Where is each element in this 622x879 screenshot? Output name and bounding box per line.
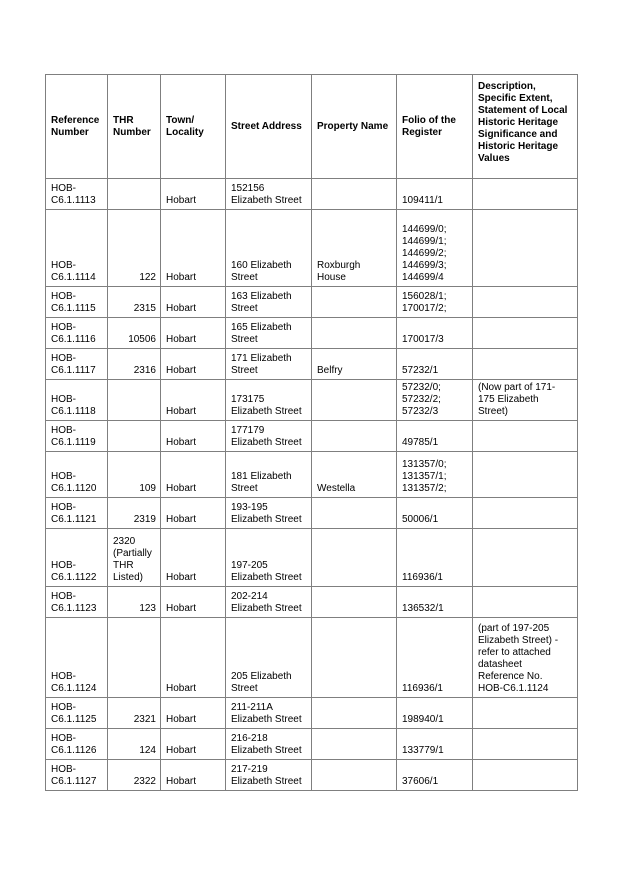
cell-description	[473, 760, 578, 791]
cell-reference: HOB- C6.1.1113	[46, 179, 108, 210]
cell-folio: 57232/0; 57232/2; 57232/3	[397, 380, 473, 421]
cell-property-name	[312, 179, 397, 210]
cell-thr-number: 2319	[108, 498, 161, 529]
heritage-register-table	[45, 74, 578, 791]
cell-town: Hobart	[161, 318, 226, 349]
cell-reference: HOB- C6.1.1118	[46, 380, 108, 421]
cell-thr-number: 109	[108, 452, 161, 498]
cell-reference: HOB- C6.1.1127	[46, 760, 108, 791]
cell-folio: 170017/3	[397, 318, 473, 349]
cell-folio: 116936/1	[397, 618, 473, 698]
cell-description: (Now part of 171- 175 Elizabeth Street)	[473, 380, 578, 421]
cell-folio: 198940/1	[397, 698, 473, 729]
cell-reference: HOB- C6.1.1120	[46, 452, 108, 498]
cell-description: (part of 197-205 Elizabeth Street) - refer to attached datasheet Reference No. HOB-C6.1.1124	[473, 618, 578, 698]
cell-description	[473, 498, 578, 529]
cell-reference: HOB- C6.1.1122	[46, 529, 108, 587]
cell-town: Hobart	[161, 498, 226, 529]
cell-thr-number	[108, 421, 161, 452]
cell-reference: HOB- C6.1.1114	[46, 210, 108, 287]
header-reference-number: Reference Number	[46, 75, 108, 179]
cell-town: Hobart	[161, 452, 226, 498]
cell-description	[473, 587, 578, 618]
table-row	[46, 452, 578, 498]
table-row	[46, 318, 578, 349]
cell-thr-number: 2322	[108, 760, 161, 791]
cell-thr-number: 2315	[108, 287, 161, 318]
table-row	[46, 729, 578, 760]
cell-town: Hobart	[161, 179, 226, 210]
cell-street-address: 197-205 Elizabeth Street	[226, 529, 312, 587]
cell-property-name	[312, 498, 397, 529]
cell-thr-number: 2316	[108, 349, 161, 380]
cell-property-name	[312, 587, 397, 618]
table-row	[46, 587, 578, 618]
cell-description	[473, 452, 578, 498]
cell-thr-number: 124	[108, 729, 161, 760]
cell-thr-number: 2320 (Partially THR Listed)	[108, 529, 161, 587]
cell-street-address: 205 Elizabeth Street	[226, 618, 312, 698]
cell-thr-number: 122	[108, 210, 161, 287]
cell-reference: HOB- C6.1.1121	[46, 498, 108, 529]
cell-description	[473, 729, 578, 760]
cell-folio: 49785/1	[397, 421, 473, 452]
cell-street-address: 173175 Elizabeth Street	[226, 380, 312, 421]
cell-street-address: 177179 Elizabeth Street	[226, 421, 312, 452]
cell-property-name: Westella	[312, 452, 397, 498]
cell-thr-number	[108, 618, 161, 698]
cell-property-name: Belfry	[312, 349, 397, 380]
header-folio: Folio of the Register	[397, 75, 473, 179]
cell-town: Hobart	[161, 287, 226, 318]
cell-property-name	[312, 421, 397, 452]
cell-street-address: 181 Elizabeth Street	[226, 452, 312, 498]
cell-street-address: 171 Elizabeth Street	[226, 349, 312, 380]
cell-property-name	[312, 318, 397, 349]
cell-reference: HOB- C6.1.1119	[46, 421, 108, 452]
cell-reference: HOB- C6.1.1124	[46, 618, 108, 698]
cell-reference: HOB- C6.1.1125	[46, 698, 108, 729]
cell-street-address: 217-219 Elizabeth Street	[226, 760, 312, 791]
table-row	[46, 618, 578, 698]
cell-town: Hobart	[161, 618, 226, 698]
cell-street-address: 160 Elizabeth Street	[226, 210, 312, 287]
cell-description	[473, 179, 578, 210]
cell-reference: HOB- C6.1.1123	[46, 587, 108, 618]
cell-folio: 144699/0; 144699/1; 144699/2; 144699/3; 144699/4	[397, 210, 473, 287]
cell-property-name	[312, 618, 397, 698]
table-row	[46, 529, 578, 587]
table-row	[46, 179, 578, 210]
cell-reference: HOB- C6.1.1117	[46, 349, 108, 380]
table-row	[46, 698, 578, 729]
table-header-row	[46, 75, 578, 179]
cell-town: Hobart	[161, 380, 226, 421]
header-town-locality: Town/ Locality	[161, 75, 226, 179]
cell-reference: HOB- C6.1.1126	[46, 729, 108, 760]
cell-property-name	[312, 529, 397, 587]
cell-folio: 131357/0; 131357/1; 131357/2;	[397, 452, 473, 498]
cell-street-address: 163 Elizabeth Street	[226, 287, 312, 318]
cell-property-name	[312, 380, 397, 421]
cell-reference: HOB- C6.1.1115	[46, 287, 108, 318]
cell-folio: 50006/1	[397, 498, 473, 529]
cell-folio: 136532/1	[397, 587, 473, 618]
cell-street-address: 211-211A Elizabeth Street	[226, 698, 312, 729]
cell-folio: 156028/1; 170017/2;	[397, 287, 473, 318]
cell-town: Hobart	[161, 421, 226, 452]
cell-property-name	[312, 698, 397, 729]
cell-property-name	[312, 760, 397, 791]
cell-town: Hobart	[161, 729, 226, 760]
cell-description	[473, 210, 578, 287]
cell-street-address: 202-214 Elizabeth Street	[226, 587, 312, 618]
table-row	[46, 287, 578, 318]
cell-street-address: 216-218 Elizabeth Street	[226, 729, 312, 760]
cell-description	[473, 698, 578, 729]
cell-description	[473, 318, 578, 349]
cell-folio: 109411/1	[397, 179, 473, 210]
table-row	[46, 380, 578, 421]
table-row	[46, 760, 578, 791]
table-row	[46, 349, 578, 380]
cell-folio: 133779/1	[397, 729, 473, 760]
cell-property-name: Roxburgh House	[312, 210, 397, 287]
cell-town: Hobart	[161, 587, 226, 618]
cell-thr-number: 123	[108, 587, 161, 618]
header-street-address: Street Address	[226, 75, 312, 179]
cell-town: Hobart	[161, 760, 226, 791]
cell-folio: 57232/1	[397, 349, 473, 380]
cell-street-address: 152156 Elizabeth Street	[226, 179, 312, 210]
cell-property-name	[312, 729, 397, 760]
cell-description	[473, 287, 578, 318]
cell-town: Hobart	[161, 529, 226, 587]
cell-town: Hobart	[161, 210, 226, 287]
table-row	[46, 498, 578, 529]
cell-town: Hobart	[161, 349, 226, 380]
table-row	[46, 210, 578, 287]
cell-thr-number	[108, 179, 161, 210]
cell-thr-number	[108, 380, 161, 421]
cell-folio: 37606/1	[397, 760, 473, 791]
table-row	[46, 421, 578, 452]
cell-thr-number: 10506	[108, 318, 161, 349]
cell-town: Hobart	[161, 698, 226, 729]
header-thr-number: THR Number	[108, 75, 161, 179]
cell-description	[473, 349, 578, 380]
header-description: Description, Specific Extent, Statement of Local Historic Heritage Significance and Historic Heritage Values	[473, 75, 578, 179]
cell-description	[473, 529, 578, 587]
header-property-name: Property Name	[312, 75, 397, 179]
cell-description	[473, 421, 578, 452]
cell-street-address: 193-195 Elizabeth Street	[226, 498, 312, 529]
cell-reference: HOB- C6.1.1116	[46, 318, 108, 349]
cell-folio: 116936/1	[397, 529, 473, 587]
cell-thr-number: 2321	[108, 698, 161, 729]
cell-street-address: 165 Elizabeth Street	[226, 318, 312, 349]
cell-property-name	[312, 287, 397, 318]
